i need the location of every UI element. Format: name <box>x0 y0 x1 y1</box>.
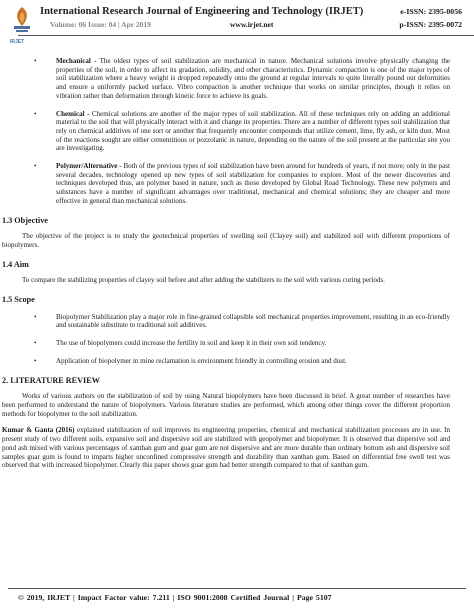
bullet-text: The oldest types of soil stabilization are mechanical in nature. Mechanical solutions involve physically changing the properties of the soil, in order to affect its gradation, solidity, and other characteristics. Dynamic compaction is one of the major types of soil stabilization where a heavy weight is dropped repeatedly onto the ground at regular intervals to quite literally pound out deformities and ensure a uniformly packed surface. Vibro compaction is another technique that works on similar principles, though it relies on vibration rather than deformation through kinetic force to achieve its goals. <box>56 57 450 100</box>
bullet-chemical <box>26 110 450 154</box>
scope-item <box>26 313 450 330</box>
bullet-term: Chemical - <box>56 109 90 118</box>
scope-item-text: Application of biopolymer in mine reclamation is environment friendly in controlling erosion and dust. <box>56 356 347 365</box>
header-divider <box>18 35 474 36</box>
reference-text: explained stabilization of soil improves its engineering properties, chemical and mechanical stabilization processes are in use. In present study of two different soils, expansive soil and dispersive soil are stabilized with geopolymer and biopolymer. It is observed that dispersive soil and pond ash mixed with various percentages of xanthan gum and guar gum are not dispersive and are more durable than ordinary bottom ash and dispersive soil samples guar gum is found to imparts higher unconfined compressive strength and durability than xanthan gum. Based on differential free swell test was observed that with increased biopolymer. Clearly this paper shows guar gum had better strength compared to that of xanthan gum. <box>2 426 451 470</box>
reference-author: Kumar & Ganta (2016) <box>2 426 75 435</box>
footer-divider <box>8 588 466 589</box>
scope-item-text: Biopolymer Stabilization play a major role in fine-grained collapsible soil mechanical properties improvement, resulting in an eco-friendly and sustainable substitute to traditional soil additives. <box>56 312 450 330</box>
section-heading-scope: 1.5 Scope <box>2 295 35 305</box>
bullet-icon: • <box>34 312 37 321</box>
bullet-icon: • <box>34 339 37 348</box>
scope-item-text: The use of biopolymers could increase the fertility in soil and keep it in their own soil tendency. <box>56 339 327 348</box>
section-heading-objective: 1.3 Objective <box>2 215 48 225</box>
logo-text: IRJET <box>10 39 25 45</box>
bullet-icon: • <box>34 356 37 365</box>
p-issn: p-ISSN: 2395-0072 <box>399 20 462 29</box>
page-footer <box>8 588 466 608</box>
bullet-term: Mechanical - <box>56 57 97 65</box>
scope-item <box>26 357 450 366</box>
page-body <box>2 57 451 470</box>
objective-text: The objective of the project is to study the geotechnical properties of swelling soil (Clayey soil) and stabilized soil with different proportions of biopolymers. <box>2 232 450 249</box>
bullet-term: Polymer/Alternative - <box>56 162 122 171</box>
bullet-icon: • <box>34 57 37 65</box>
scope-item <box>26 339 450 348</box>
section-heading-aim: 1.4 Aim <box>2 259 29 269</box>
footer-text: © 2019, IRJET | Impact Factor value: 7.211 | ISO 9001:2008 Certified Journal | Page 5107 <box>18 593 332 602</box>
e-issn: e-ISSN: 2395-0056 <box>400 7 462 16</box>
journal-website-link[interactable]: www.irjet.net <box>230 20 274 29</box>
aim-text: To compare the stabilizing properties of clayey soil before and after adding the stabilizers to the soil with various curing periods. <box>22 276 385 285</box>
bullet-icon: • <box>34 109 37 118</box>
bullet-polymer <box>26 162 450 206</box>
literature-reference <box>2 426 450 470</box>
bullet-text: Both of the previous types of soil stabilization have been around for hundreds of years, if not more; only in the past several decades, technology opened up new types of soil stabilization for companies to explore. Most of the newer discoveries and techniques developed thus, are polymer based in nature, such as those developed by Global Road Technology. These new polymers and substances have a number of significant advantages over traditional, mechanical and chemical solutions; they are cheaper and more effective in general than mechanical solutions. <box>56 162 450 205</box>
journal-title: International Research Journal of Engineering and Technology (IRJET) <box>40 6 364 17</box>
bullet-mechanical <box>26 57 450 101</box>
bullet-text: Chemical solutions are another of the major types of soil stabilization. All of these techniques rely on adding an additional material to the soil that will physically interact with it and change its properties. There are a number of different types soil stabilization that rely on chemical additives of one sort or another that frequently encounter compounds that utilize cement, lime, fly ash, or kiln dust. Most of the reactions sought are either cementitious or pozzolanic in nature, depending on the nature of the soil present at the particular site you are investigating. <box>56 109 450 153</box>
page-header <box>10 4 466 44</box>
bullet-icon: • <box>34 162 37 171</box>
literature-intro: Works of various authors on the stabilization of soil by using Natural biopolymers have been discussed in brief. A great number of researches have been performed to understand the nature of biopolymers. Various literature studies are performed, which among other things cover the different proportion methods for biopolymer to the soil stabilization. <box>2 392 450 418</box>
section-heading-literature: 2. LITERATURE REVIEW <box>2 375 100 385</box>
volume-issue: Volume: 06 Issue: 04 | Apr 2019 <box>50 20 151 29</box>
